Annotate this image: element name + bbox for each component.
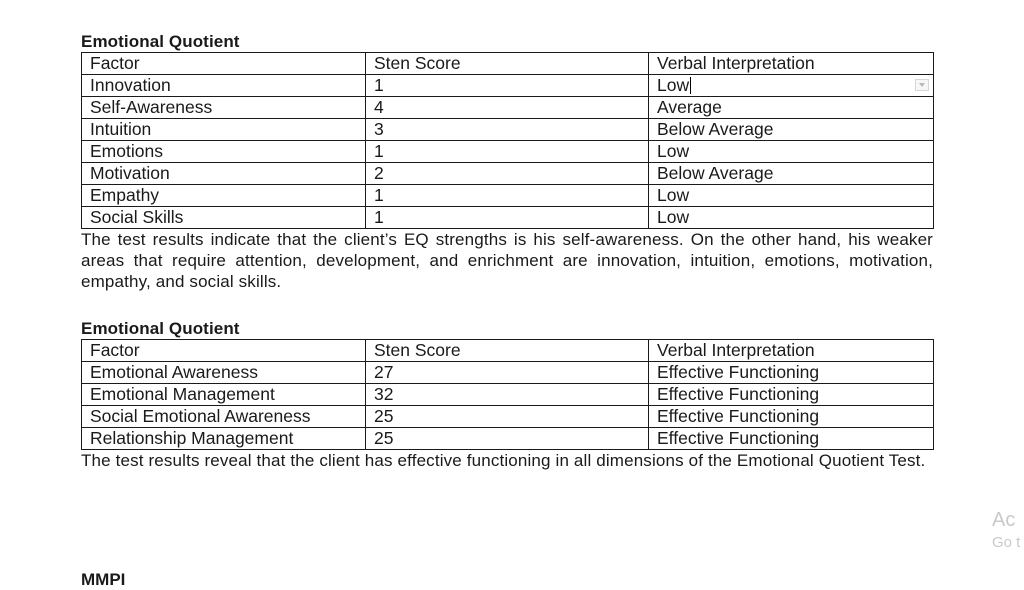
table-row bbox=[82, 185, 934, 207]
interpretation-cell[interactable]: Below Average bbox=[649, 163, 934, 185]
table-row bbox=[82, 207, 934, 229]
score-cell[interactable]: 1 bbox=[366, 75, 649, 97]
header-cell[interactable]: Sten Score bbox=[366, 53, 649, 75]
table-row bbox=[82, 428, 934, 450]
score-cell[interactable]: 1 bbox=[366, 141, 649, 163]
score-cell[interactable]: 32 bbox=[366, 384, 649, 406]
eq-table-2 bbox=[81, 339, 934, 450]
factor-cell[interactable]: Self-Awareness bbox=[82, 97, 366, 119]
factor-cell[interactable]: Innovation bbox=[82, 75, 366, 97]
score-cell[interactable]: 1 bbox=[366, 185, 649, 207]
chevron-down-icon[interactable] bbox=[915, 79, 929, 91]
text-cursor bbox=[690, 77, 691, 94]
factor-cell[interactable]: Motivation bbox=[82, 163, 366, 185]
factor-cell[interactable]: Emotional Management bbox=[82, 384, 366, 406]
interpretation-cell[interactable]: Effective Functioning bbox=[649, 384, 934, 406]
header-cell[interactable]: Verbal Interpretation bbox=[649, 53, 934, 75]
table-row bbox=[82, 75, 934, 97]
score-cell[interactable]: 1 bbox=[366, 207, 649, 229]
table-header-row bbox=[82, 53, 934, 75]
watermark-line-2: Go t bbox=[992, 534, 1021, 551]
document-page bbox=[81, 30, 933, 471]
interpretation-text: Low bbox=[657, 75, 690, 95]
score-cell[interactable]: 4 bbox=[366, 97, 649, 119]
score-cell[interactable]: 25 bbox=[366, 428, 649, 450]
score-cell[interactable]: 25 bbox=[366, 406, 649, 428]
factor-cell[interactable]: Emotions bbox=[82, 141, 366, 163]
interpretation-cell[interactable]: Effective Functioning bbox=[649, 428, 934, 450]
header-cell[interactable]: Sten Score bbox=[366, 340, 649, 362]
watermark-line-1: Ac bbox=[992, 509, 1016, 531]
factor-cell[interactable]: Social Emotional Awareness bbox=[82, 406, 366, 428]
results-paragraph-2[interactable]: The test results reveal that the client has effective functioning in all dimensions of the Emotional Quotient Test. bbox=[81, 451, 926, 470]
interpretation-cell[interactable]: Effective Functioning bbox=[649, 406, 934, 428]
score-cell[interactable]: 3 bbox=[366, 119, 649, 141]
interpretation-cell[interactable]: Average bbox=[649, 97, 934, 119]
results-paragraph-1[interactable]: The test results indicate that the client’s EQ strengths is his self-awareness. On the other hand, his weaker areas that require attention, development, and enrichment are innovation, intuition, emotions, motivation, empathy, and social skills. bbox=[81, 230, 933, 291]
header-cell[interactable]: Factor bbox=[82, 53, 366, 75]
header-cell[interactable]: Factor bbox=[82, 340, 366, 362]
interpretation-cell[interactable]: Low bbox=[649, 185, 934, 207]
table-row bbox=[82, 384, 934, 406]
table-row bbox=[82, 163, 934, 185]
table1-title: Emotional Quotient bbox=[81, 32, 240, 51]
table-row bbox=[82, 97, 934, 119]
factor-cell[interactable]: Social Skills bbox=[82, 207, 366, 229]
table-row bbox=[82, 141, 934, 163]
score-cell[interactable]: 27 bbox=[366, 362, 649, 384]
header-cell[interactable]: Verbal Interpretation bbox=[649, 340, 934, 362]
interpretation-cell[interactable]: Effective Functioning bbox=[649, 362, 934, 384]
table-row bbox=[82, 362, 934, 384]
factor-cell[interactable]: Emotional Awareness bbox=[82, 362, 366, 384]
factor-cell[interactable]: Empathy bbox=[82, 185, 366, 207]
score-cell[interactable]: 2 bbox=[366, 163, 649, 185]
interpretation-cell-active[interactable] bbox=[649, 75, 934, 97]
table-header-row bbox=[82, 340, 934, 362]
interpretation-cell[interactable]: Below Average bbox=[649, 119, 934, 141]
factor-cell[interactable]: Intuition bbox=[82, 119, 366, 141]
interpretation-cell[interactable]: Low bbox=[649, 141, 934, 163]
factor-cell[interactable]: Relationship Management bbox=[82, 428, 366, 450]
next-section-heading-cutoff bbox=[81, 566, 145, 589]
table-row bbox=[82, 406, 934, 428]
cutoff-heading-text: MMPI bbox=[81, 570, 126, 589]
table-row bbox=[82, 119, 934, 141]
table2-title: Emotional Quotient bbox=[81, 319, 240, 338]
eq-table-1 bbox=[81, 52, 934, 229]
interpretation-cell[interactable]: Low bbox=[649, 207, 934, 229]
activate-windows-watermark bbox=[992, 508, 1024, 552]
